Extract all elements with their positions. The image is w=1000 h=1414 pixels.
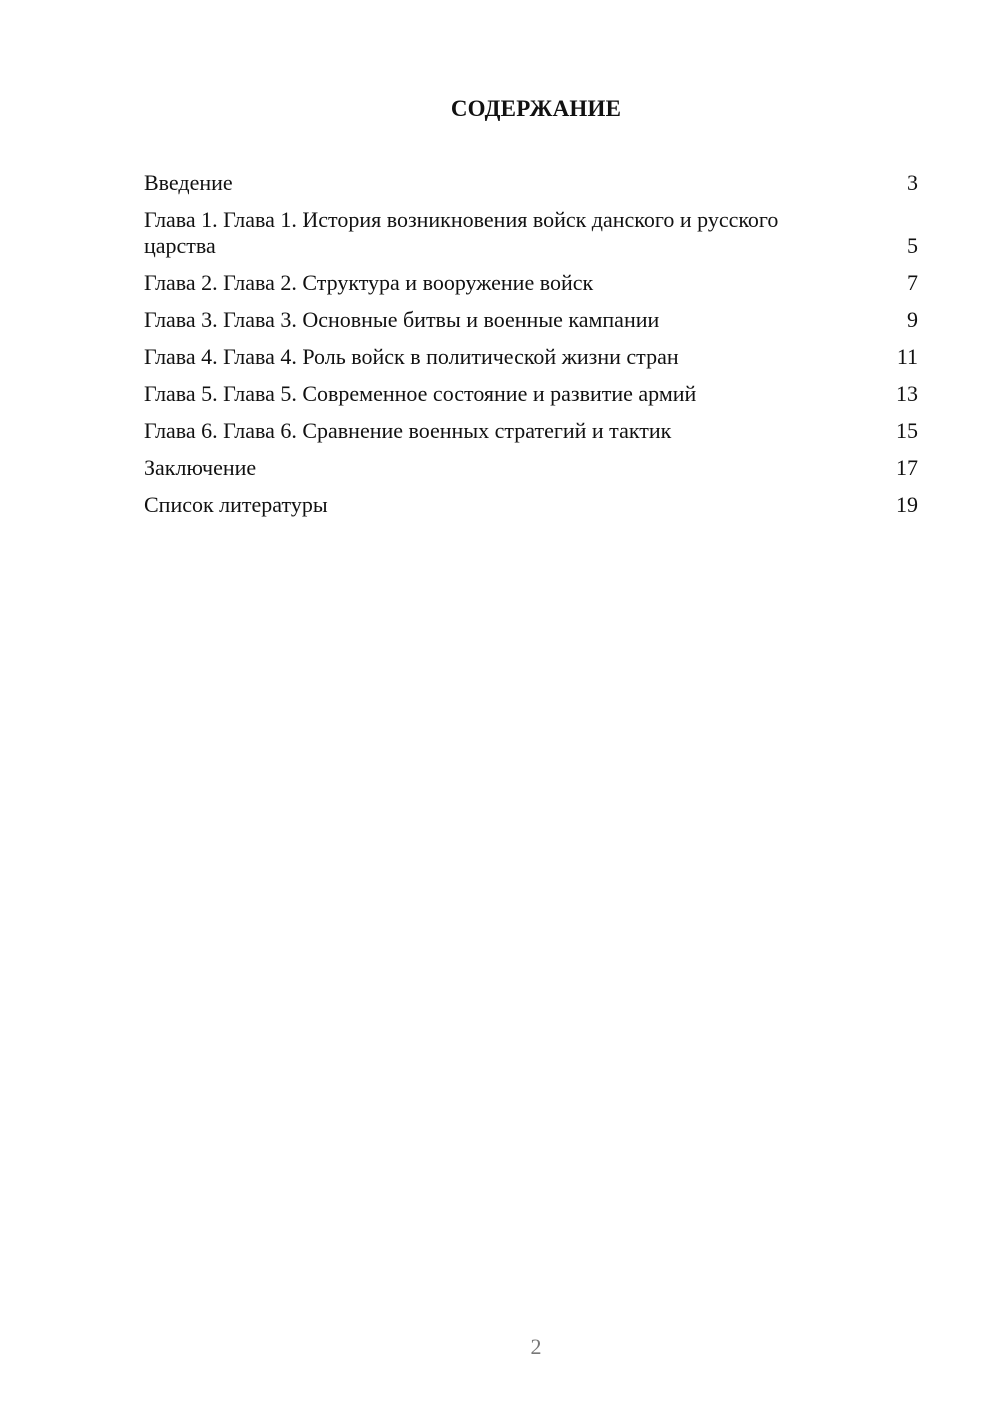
toc-entry-chapter-2 [144,270,918,296]
toc-entry-label: Глава 2. Глава 2. Структура и вооружение войск [144,270,594,295]
toc-entry-page: 11 [896,344,918,369]
toc-entry-page: 9 [907,307,918,332]
toc-entry-page: 7 [907,270,918,295]
toc-entry-page: 19 [896,492,918,517]
toc-entry-label: Глава 3. Глава 3. Основные битвы и военные кампании [144,307,660,332]
toc-entry-label: Список литературы [144,492,328,517]
toc-entry-chapter-4 [144,344,918,370]
page-title: СОДЕРЖАНИЕ [450,96,622,121]
toc-entry-label: Глава 5. Глава 5. Современное состояние и развитие армий [144,381,697,406]
toc-entry-label: Заключение [144,455,257,480]
toc-entry-chapter-3 [144,307,918,333]
toc-entry-page: 17 [896,455,918,480]
toc-entry-references [144,492,918,518]
toc-entry-page: 13 [896,381,918,406]
toc-entry-label: Глава 6. Глава 6. Сравнение военных стратегий и тактик [144,418,672,443]
toc-entry-page: 5 [907,233,918,258]
toc-entry-label: Глава 1. Глава 1. История возникновения войск данского и русского царства [144,207,779,258]
table-of-contents [144,170,918,529]
toc-entry-page: 3 [907,170,918,195]
toc-entry-label: Глава 4. Глава 4. Роль войск в политической жизни стран [144,344,679,369]
toc-entry-chapter-1 [144,207,918,259]
page-number: 2 [530,1334,542,1359]
toc-entry-chapter-5 [144,381,918,407]
toc-entry-conclusion [144,455,918,481]
toc-entry-label: Введение [144,170,233,195]
toc-entry-page: 15 [896,418,918,443]
toc-entry-chapter-6 [144,418,918,444]
toc-entry-introduction [144,170,918,196]
